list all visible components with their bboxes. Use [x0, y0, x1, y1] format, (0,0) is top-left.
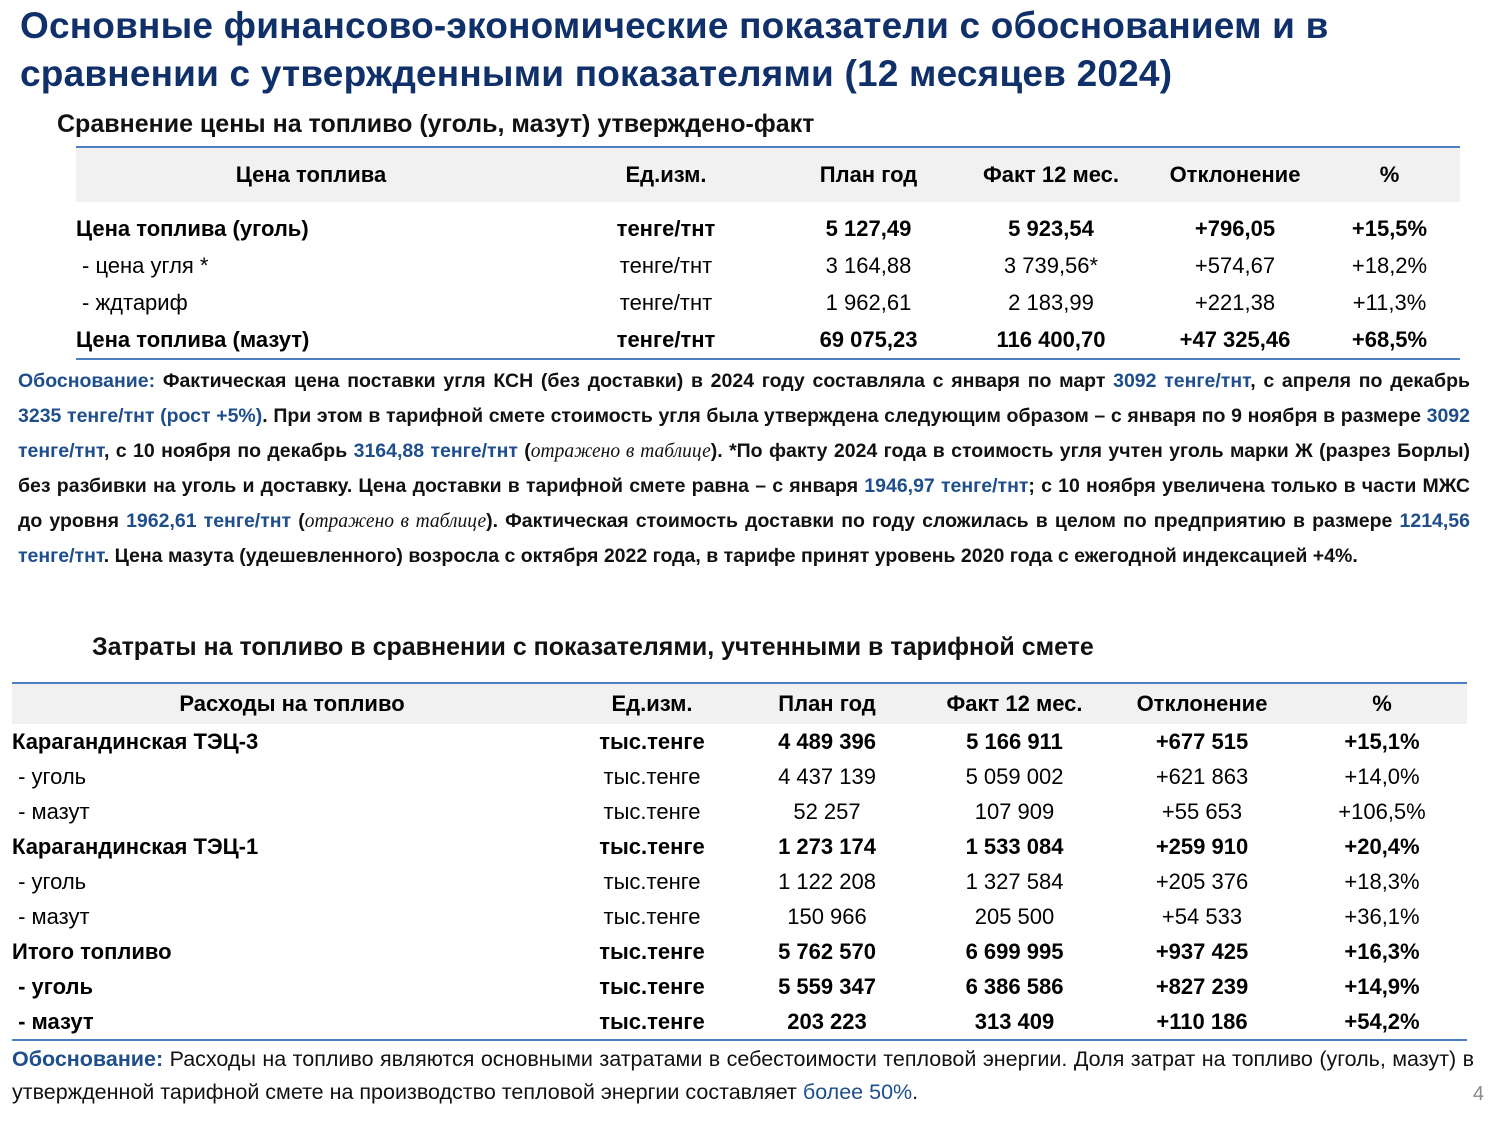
row-unit: тыс.тенге [603, 798, 701, 824]
row-fact: 2 183,99 [1008, 289, 1094, 315]
table-row [12, 864, 1467, 899]
row-deviation: +221,38 [1194, 289, 1276, 315]
row-name: Карагандинская ТЭЦ-1 [12, 833, 259, 859]
row-plan: 1 273 174 [778, 833, 876, 859]
row-fact: 5 059 002 [965, 763, 1064, 789]
row-fact: 6 699 995 [965, 938, 1064, 964]
row-name: - уголь [12, 763, 87, 789]
row-percent: +14,0% [1344, 763, 1420, 789]
table-header-row [76, 147, 1460, 202]
row-plan: 5 762 570 [778, 938, 876, 964]
row-unit: тыс.тенге [599, 973, 705, 999]
highlight-value: 1946,97 тенге/тнт [864, 475, 1029, 497]
note-text: ( [291, 510, 305, 532]
note-text: ; с 10 ноября увеличена только в части МЖС до уровня [18, 475, 1471, 532]
row-fact: 313 409 [974, 1008, 1055, 1034]
row-deviation: +47 325,46 [1179, 326, 1291, 352]
note-text: . При этом в тарифной смете стоимость угля была утверждена следующим образом – с января по 9 ноября в размере [262, 405, 1427, 427]
row-name: Карагандинская ТЭЦ-3 [12, 728, 259, 754]
row-percent: +54,2% [1344, 1008, 1420, 1034]
column-header: Ед.изм. [546, 147, 786, 202]
fuel-price-table [76, 146, 1460, 360]
row-unit: тыс.тенге [603, 763, 701, 789]
row-percent: +14,9% [1344, 973, 1420, 999]
row-percent: +20,4% [1344, 833, 1420, 859]
fuel-costs-table [12, 682, 1467, 1041]
row-fact: 5 166 911 [966, 728, 1063, 754]
italic-note: отражено в таблице [530, 441, 711, 462]
table-row [12, 829, 1467, 864]
row-deviation: +796,05 [1194, 215, 1276, 241]
note-text: Фактическая цена поставки угля КСН (без доставки) в 2024 году составляла с января по март [155, 370, 1114, 392]
row-fact: 116 400,70 [996, 326, 1106, 352]
row-fact: 5 923,54 [1008, 215, 1094, 241]
row-unit: тыс.тенге [603, 903, 701, 929]
row-percent: +106,5% [1338, 798, 1426, 824]
column-header: Цена топлива [76, 147, 546, 202]
row-name: Итого топливо [12, 938, 172, 964]
row-deviation: +677 515 [1155, 728, 1249, 754]
row-percent: +15,5% [1351, 215, 1428, 241]
column-header: Факт 12 мес. [951, 147, 1151, 202]
row-plan: 4 489 396 [778, 728, 876, 754]
table-row [76, 247, 1460, 284]
highlight-value: 1962,61 тенге/тнт [126, 510, 292, 532]
row-deviation: +574,67 [1194, 252, 1276, 278]
page-title: Основные финансово-экономические показатели с обоснованием и в сравнении с утвержденными показателями (12 месяцев 2024) [20, 5, 1329, 94]
row-deviation: +55 653 [1161, 798, 1243, 824]
row-plan: 5 127,49 [825, 215, 912, 241]
table-row [12, 794, 1467, 829]
row-plan: 203 223 [787, 1008, 867, 1034]
table-header-row [12, 683, 1467, 724]
highlight-value: 3092 тенге/тнт [1113, 370, 1251, 392]
row-unit: тыс.тенге [599, 1008, 705, 1034]
row-plan: 5 559 347 [778, 973, 876, 999]
table-row [76, 284, 1460, 321]
row-percent: +18,3% [1344, 868, 1420, 894]
row-fact: 205 500 [974, 903, 1055, 929]
row-percent: +68,5% [1351, 326, 1428, 352]
row-unit: тенге/тнт [619, 252, 713, 278]
justification-note-1 [18, 364, 1470, 574]
row-deviation: +621 863 [1155, 763, 1249, 789]
row-percent: +11,3% [1352, 289, 1427, 315]
table1-subtitle: Сравнение цены на топливо (уголь, мазут) утверждено-факт [57, 110, 815, 138]
note-text: . [912, 1080, 919, 1104]
row-deviation: +827 239 [1155, 973, 1249, 999]
row-plan: 3 164,88 [825, 252, 912, 278]
table-row [12, 899, 1467, 934]
highlight-value: 3092 тенге/тнт [18, 405, 1470, 462]
row-plan: 52 257 [793, 798, 861, 824]
row-name: Цена топлива (мазут) [76, 326, 310, 352]
row-name: Цена топлива (уголь) [76, 215, 309, 241]
note-text: . Цена мазута (удешевленного) возросла с октября 2022 года, в тарифе принят уровень 2020 года с ежегодной индексацией +4%. [103, 545, 1358, 567]
row-name: - цена угля * [82, 252, 209, 278]
column-header: План год [786, 147, 951, 202]
note-label: Обоснование: [12, 1047, 164, 1071]
highlight-value: 1214,56 тенге/тнт [18, 510, 1470, 567]
column-header: План год [732, 683, 922, 724]
column-header: Расходы на топливо [12, 683, 572, 724]
row-plan: 69 075,23 [819, 326, 918, 352]
row-plan: 150 966 [787, 903, 867, 929]
highlight-value: более 50% [802, 1080, 913, 1104]
row-name: - мазут [12, 903, 90, 929]
row-deviation: +259 910 [1155, 833, 1249, 859]
note-text: ). Фактическая стоимость доставки по году сложилась в целом по предприятию в размере [486, 510, 1400, 532]
column-header: Отклонение [1107, 683, 1297, 724]
justification-note-2 [12, 1043, 1474, 1109]
row-deviation: +205 376 [1155, 868, 1249, 894]
table-row [12, 934, 1467, 969]
row-unit: тыс.тенге [599, 833, 705, 859]
column-header: % [1297, 683, 1467, 724]
row-percent: +36,1% [1344, 903, 1420, 929]
row-unit: тыс.тенге [599, 728, 705, 754]
row-deviation: +54 533 [1161, 903, 1243, 929]
table-row [12, 724, 1467, 759]
note-text: , с апреля по декабрь [1250, 370, 1470, 392]
row-name: - мазут [12, 798, 90, 824]
note-text: , с 10 ноября по декабрь [103, 440, 354, 462]
table2-subtitle: Затраты на топливо в сравнении с показателями, учтенными в тарифной смете [92, 633, 1094, 661]
row-name: - ждтариф [82, 289, 188, 315]
table-row [76, 202, 1460, 247]
row-plan: 1 122 208 [778, 868, 876, 894]
row-plan: 4 437 139 [778, 763, 876, 789]
highlight-value: 3164,88 тенге/тнт [353, 440, 518, 462]
row-unit: тенге/тнт [619, 289, 713, 315]
row-fact: 1 533 084 [965, 833, 1064, 859]
column-header: Ед.изм. [572, 683, 732, 724]
row-fact: 6 386 586 [965, 973, 1064, 999]
row-deviation: +110 186 [1156, 1008, 1248, 1034]
row-fact: 107 909 [974, 798, 1055, 824]
column-header: Отклонение [1151, 147, 1319, 202]
row-unit: тенге/тнт [616, 215, 716, 241]
row-percent: +18,2% [1351, 252, 1428, 278]
column-header: Факт 12 мес. [922, 683, 1107, 724]
note-text: ( [517, 440, 531, 462]
row-name: - уголь [12, 973, 94, 999]
note-label: Обоснование: [18, 370, 156, 392]
row-fact: 3 739,56* [1003, 252, 1099, 278]
italic-note: отражено в таблице [304, 511, 487, 532]
table-row [12, 1004, 1467, 1040]
row-fact: 1 327 584 [965, 868, 1064, 894]
row-unit: тыс.тенге [603, 868, 701, 894]
row-percent: +16,3% [1344, 938, 1420, 964]
row-percent: +15,1% [1344, 728, 1420, 754]
table-row [12, 969, 1467, 1004]
table-row [76, 321, 1460, 359]
table-row [12, 759, 1467, 794]
highlight-value: 3235 тенге/тнт (рост +5%) [18, 405, 263, 427]
row-deviation: +937 425 [1155, 938, 1249, 964]
row-unit: тыс.тенге [599, 938, 705, 964]
page-number: 4 [1472, 1083, 1484, 1105]
row-plan: 1 962,61 [825, 289, 912, 315]
column-header: % [1319, 147, 1460, 202]
row-name: - мазут [12, 1008, 94, 1034]
row-name: - уголь [12, 868, 87, 894]
row-unit: тенге/тнт [616, 326, 716, 352]
note-text: Расходы на топливо являются основными затратами в себестоимости тепловой энергии. Доля затрат на топливо (уголь, мазут) в утвержденной тарифной смете на производство тепловой энергии составляет [12, 1047, 1474, 1104]
note-text: ). *По факту 2024 года в стоимость угля учтен уголь марки Ж (разрез Борлы) без разбивки на уголь и доставку. Цена доставки в тарифной смете равна – с января [18, 440, 1471, 497]
